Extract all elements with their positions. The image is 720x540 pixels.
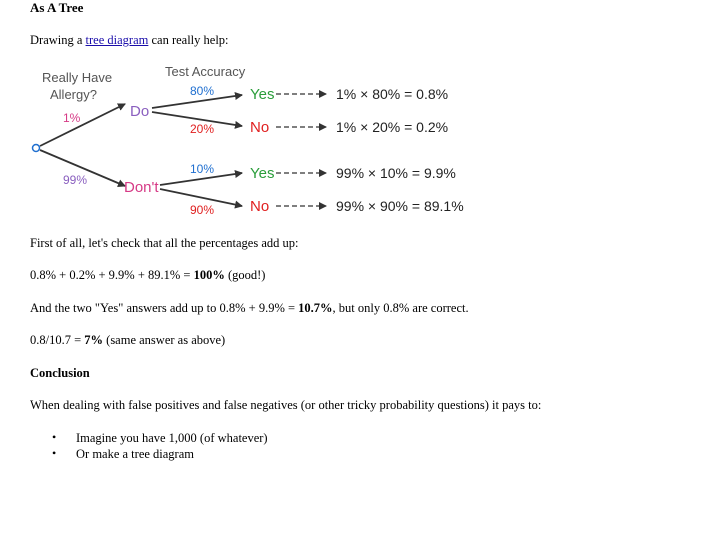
branch-do-line: [40, 104, 125, 146]
header-really-have: Really Have: [42, 70, 113, 85]
conclusion-text: When dealing with false positives and false negatives (or other tricky probability questions) it pays to:: [30, 398, 542, 412]
leaf-pct-1: 80%: [190, 84, 215, 98]
yes-total: 10.7%: [298, 301, 333, 315]
result-2: 1% × 20% = 0.2%: [336, 119, 449, 135]
sum-expression: 0.8% + 0.2% + 9.9% + 89.1% =: [30, 268, 194, 282]
ratio-expression: 0.8/10.7 =: [30, 333, 85, 347]
sum-line: [30, 268, 265, 282]
branch-do-pct: 1%: [63, 111, 81, 125]
header-test-accuracy: Test Accuracy: [165, 64, 246, 79]
yes-text-after: , but only 0.8% are correct.: [332, 301, 469, 315]
ratio-note: (same answer as above): [103, 333, 226, 347]
leaf-pct-2: 20%: [190, 122, 215, 136]
header-allergy: Allergy?: [50, 87, 97, 102]
answer-no-2: No: [250, 198, 270, 215]
branch-dont-label: Don't: [124, 179, 159, 196]
result-4: 99% × 90% = 89.1%: [336, 198, 464, 214]
branch-dont-pct: 99%: [63, 173, 88, 187]
bullet-dot-1: •: [52, 430, 57, 444]
leaf-pct-3: 10%: [190, 162, 215, 176]
yes-line: [30, 301, 469, 315]
check-line: First of all, let's check that all the percentages add up:: [30, 236, 299, 250]
tree-diagram-link[interactable]: tree diagram: [85, 33, 149, 47]
bullet-dot-2: •: [52, 446, 57, 460]
sum-total: 100%: [193, 268, 225, 282]
ratio-line: [30, 333, 225, 347]
ratio-result: 7%: [84, 333, 104, 347]
answer-no-1: No: [250, 119, 270, 136]
leaf-pct-4: 90%: [190, 203, 215, 217]
result-1: 1% × 80% = 0.8%: [336, 86, 449, 102]
intro-text-after: can really help:: [148, 33, 229, 47]
bullet-item-1: Imagine you have 1,000 (of whatever): [76, 431, 268, 445]
intro-line: [30, 33, 229, 47]
result-3: 99% × 10% = 9.9%: [336, 165, 456, 181]
branch-do-label: Do: [130, 103, 150, 120]
bullet-item-2: Or make a tree diagram: [76, 447, 194, 461]
answer-yes-1: Yes: [250, 86, 275, 103]
page-title: As A Tree: [30, 0, 84, 15]
sum-note: (good!): [224, 268, 266, 282]
root-node: [33, 145, 40, 152]
intro-text-before: Drawing a: [30, 33, 86, 47]
tree-diagram: [30, 60, 480, 220]
answer-yes-2: Yes: [250, 165, 275, 182]
conclusion-heading: Conclusion: [30, 366, 90, 380]
yes-text-before: And the two "Yes" answers add up to 0.8% + 9.9% =: [30, 301, 299, 315]
